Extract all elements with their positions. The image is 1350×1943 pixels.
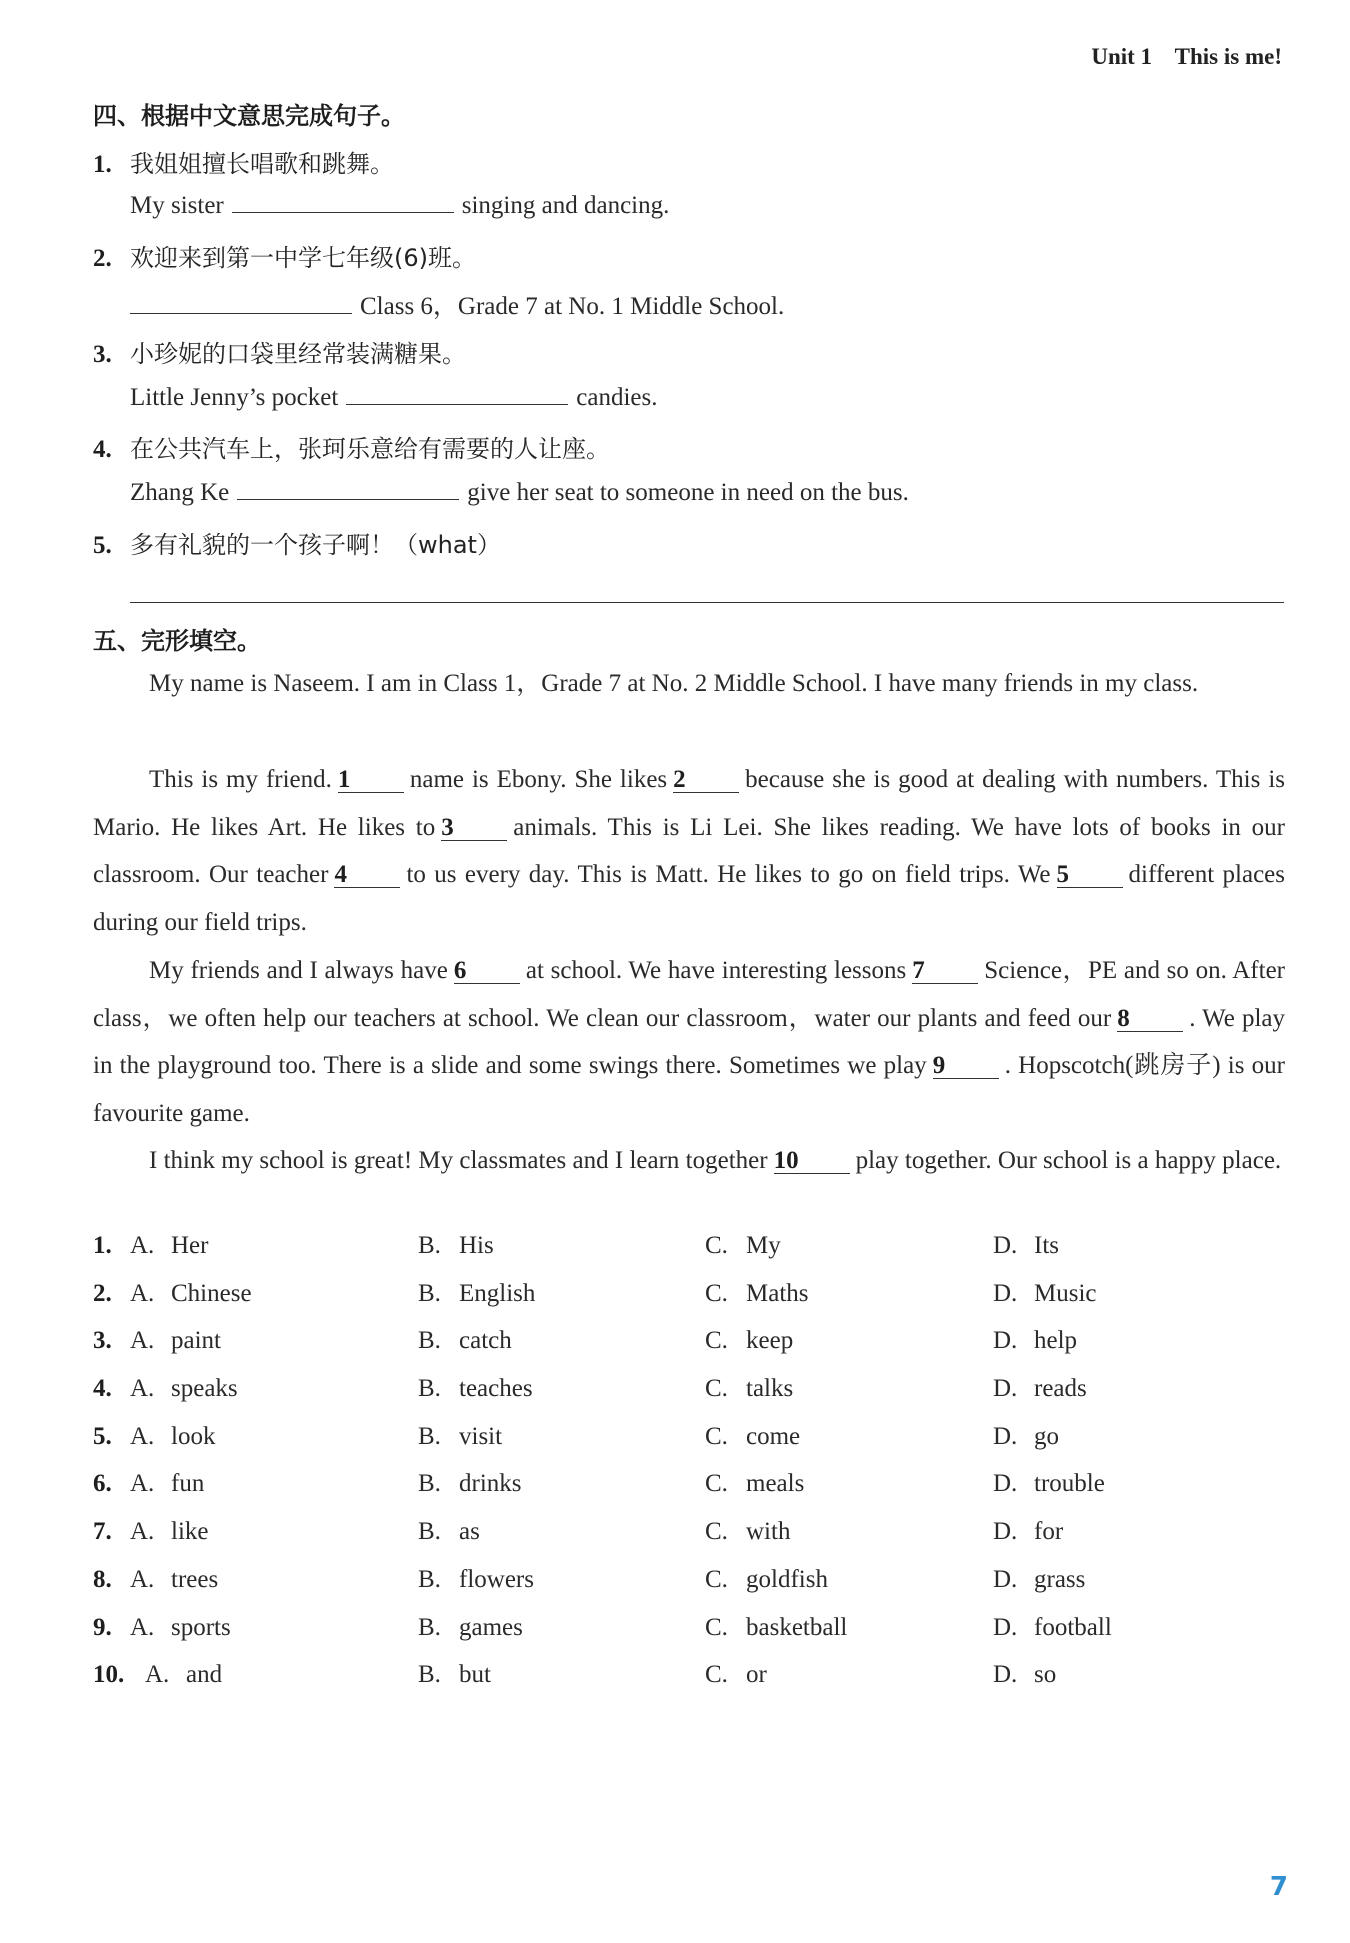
option-d[interactable]: D. for	[993, 1518, 1064, 1546]
option-row-2	[93, 1280, 1285, 1328]
passage-paragraph-2	[93, 756, 1285, 947]
option-b[interactable]: B. flowers	[418, 1565, 534, 1593]
paragraph-text: name is Ebony. She likes	[409, 766, 668, 793]
sentence-before: My sister	[130, 192, 224, 219]
question-number: 10.	[93, 1661, 125, 1689]
option-row-9	[93, 1614, 1285, 1662]
question-number: 6.	[93, 1470, 112, 1498]
blank-3[interactable]: 3	[441, 816, 507, 841]
question-number: 7.	[93, 1518, 112, 1546]
paragraph-text: play together. Our school is a happy place.	[855, 1147, 1282, 1174]
option-b[interactable]: B. but	[418, 1661, 491, 1689]
question-number: 8.	[93, 1565, 112, 1593]
answer-blank[interactable]	[130, 291, 352, 314]
option-d[interactable]: D. reads	[993, 1375, 1087, 1403]
passage-paragraph-4	[93, 1137, 1285, 1185]
question-number: 1.	[93, 1232, 112, 1259]
question-number: 2.	[93, 245, 112, 272]
option-d[interactable]: D. football	[993, 1613, 1112, 1641]
s4-q1-prompt	[93, 144, 394, 179]
option-d[interactable]: D. Music	[993, 1279, 1097, 1307]
option-a[interactable]: A. trees	[130, 1565, 219, 1593]
passage-paragraph-3	[93, 947, 1285, 1138]
option-c[interactable]: C. meals	[705, 1470, 805, 1498]
option-c[interactable]: C. with	[705, 1518, 791, 1546]
question-number: 3.	[93, 341, 112, 368]
blank-2[interactable]: 2	[673, 768, 739, 793]
option-c[interactable]: C. or	[705, 1661, 767, 1689]
option-row-3	[93, 1327, 1285, 1375]
paragraph-text: . Hopscotch(跳房子) is our favourite game.	[93, 1052, 1285, 1128]
question-number: 9.	[93, 1613, 112, 1641]
option-a[interactable]: A. like	[130, 1518, 209, 1546]
page-number: 7	[1269, 1872, 1288, 1902]
s4-q2-english	[130, 286, 784, 322]
option-d[interactable]: D. grass	[993, 1565, 1086, 1593]
option-d[interactable]: D. go	[993, 1422, 1059, 1450]
s4-q5-answer-line[interactable]	[130, 602, 1284, 603]
blank-5[interactable]: 5	[1057, 863, 1123, 888]
option-c[interactable]: C. Maths	[705, 1279, 809, 1307]
paragraph-text: to us every day. This is Matt. He likes to go on field trips. We	[406, 861, 1051, 889]
paragraph-text: different places during our field trips.	[93, 861, 1285, 937]
chinese-sentence: 在公共汽车上，张珂乐意给有需要的人让座。	[130, 435, 610, 463]
question-number: 2.	[93, 1279, 112, 1307]
s4-q4-english	[130, 477, 909, 507]
s4-q3-english	[130, 382, 658, 412]
answer-options	[93, 1232, 1285, 1709]
question-number: 5.	[93, 1422, 112, 1450]
option-c[interactable]: C. basketball	[705, 1613, 848, 1641]
s4-q4-prompt	[93, 429, 610, 464]
option-b[interactable]: B. catch	[418, 1327, 512, 1355]
option-b[interactable]: B. teaches	[418, 1375, 533, 1403]
s4-q2-prompt	[93, 238, 476, 273]
question-number: 5.	[93, 532, 112, 559]
option-row-8	[93, 1566, 1285, 1614]
option-c[interactable]: C. My	[705, 1232, 781, 1259]
question-number: 4.	[93, 436, 112, 463]
paragraph-text: . We play in the playground too. There is a slide and some swings there. Sometimes we play	[93, 1004, 1286, 1080]
sentence-after: give her seat to someone in need on the bus.	[467, 479, 909, 506]
s4-q5-prompt	[93, 525, 501, 560]
option-b[interactable]: B. games	[418, 1613, 523, 1641]
option-a[interactable]: A. Her	[130, 1232, 209, 1259]
option-row-6	[93, 1470, 1285, 1518]
sentence-before: Little Jenny’s pocket	[130, 384, 339, 411]
option-a[interactable]: A. look	[130, 1422, 216, 1450]
option-b[interactable]: B. as	[418, 1518, 480, 1546]
blank-7[interactable]: 7	[912, 959, 978, 984]
option-row-4	[93, 1375, 1285, 1423]
s4-q1-english	[130, 190, 669, 220]
option-a[interactable]: A. Chinese	[130, 1279, 252, 1307]
chinese-sentence: 我姐姐擅长唱歌和跳舞。	[130, 150, 394, 178]
chinese-sentence: 多有礼貌的一个孩子啊！（what）	[130, 531, 501, 559]
passage-paragraph-1	[93, 660, 1285, 708]
chinese-sentence: 欢迎来到第一中学七年级(6)班。	[130, 244, 476, 272]
option-b[interactable]: B. drinks	[418, 1470, 522, 1498]
paragraph-text: because she is good at dealing with numbers. This is Mario. He likes Art. He likes to	[93, 766, 1285, 841]
option-d[interactable]: D. trouble	[993, 1470, 1105, 1498]
option-row-1	[93, 1232, 1285, 1280]
option-d[interactable]: D. so	[993, 1661, 1057, 1689]
paragraph-text: I think my school is great! My classmates and I learn together	[149, 1147, 768, 1174]
blank-4[interactable]: 4	[334, 863, 400, 888]
sentence-after: candies.	[576, 384, 658, 411]
blank-6[interactable]: 6	[454, 959, 520, 984]
unit-header: Unit 1 This is me!	[1091, 44, 1282, 69]
option-a[interactable]: A. sports	[130, 1613, 231, 1641]
question-number: 1.	[93, 151, 112, 178]
answer-blank[interactable]	[346, 382, 568, 405]
paragraph-text: animals. This is Li Lei. She likes reading. We have lots of books in our classroom. Our teacher	[93, 813, 1285, 889]
sentence-after: Class 6，Grade 7 at No. 1 Middle School.	[360, 293, 785, 320]
option-b[interactable]: B. His	[418, 1232, 494, 1259]
option-a[interactable]: A. paint	[130, 1327, 221, 1355]
section-5-title: 五、完形填空。	[93, 627, 261, 655]
option-row-10	[93, 1661, 1285, 1709]
option-c[interactable]: C. talks	[705, 1375, 794, 1403]
paragraph-text: Science，PE and so on. After class，we often help our teachers at school. We clean our classroom，water our plants and feed our	[93, 957, 1285, 1032]
option-d[interactable]: D. Its	[993, 1232, 1059, 1259]
option-c[interactable]: C. keep	[705, 1327, 794, 1355]
option-a[interactable]: A. fun	[130, 1470, 205, 1498]
blank-1[interactable]: 1	[338, 768, 404, 793]
sentence-after: singing and dancing.	[461, 192, 670, 219]
blank-8[interactable]: 8	[1117, 1007, 1183, 1032]
question-number: 4.	[93, 1375, 112, 1403]
option-d[interactable]: D. help	[993, 1327, 1078, 1355]
sentence-before: Zhang Ke	[130, 479, 230, 506]
option-b[interactable]: B. visit	[418, 1422, 503, 1450]
s4-q3-prompt	[93, 334, 466, 369]
blank-9[interactable]: 9	[933, 1054, 999, 1079]
option-a[interactable]: A. and	[145, 1661, 223, 1689]
option-a[interactable]: A. speaks	[130, 1375, 238, 1403]
paragraph-text: My friends and I always have	[149, 957, 448, 984]
option-c[interactable]: C. come	[705, 1422, 801, 1450]
chinese-sentence: 小珍妮的口袋里经常装满糖果。	[130, 340, 466, 368]
section-4-title: 四、根据中文意思完成句子。	[93, 102, 405, 130]
option-c[interactable]: C. goldfish	[705, 1565, 828, 1593]
paragraph-text: at school. We have interesting lessons	[525, 957, 907, 984]
option-row-7	[93, 1518, 1285, 1566]
blank-10[interactable]: 10	[774, 1149, 850, 1174]
answer-blank[interactable]	[237, 477, 459, 500]
option-b[interactable]: B. English	[418, 1279, 536, 1307]
answer-blank[interactable]	[232, 190, 454, 213]
option-row-5	[93, 1423, 1285, 1471]
question-number: 3.	[93, 1327, 112, 1355]
paragraph-text: My name is Naseem. I am in Class 1，Grade 7 at No. 2 Middle School. I have many friends in my class.	[149, 670, 1199, 697]
paragraph-text: This is my friend.	[149, 766, 332, 793]
